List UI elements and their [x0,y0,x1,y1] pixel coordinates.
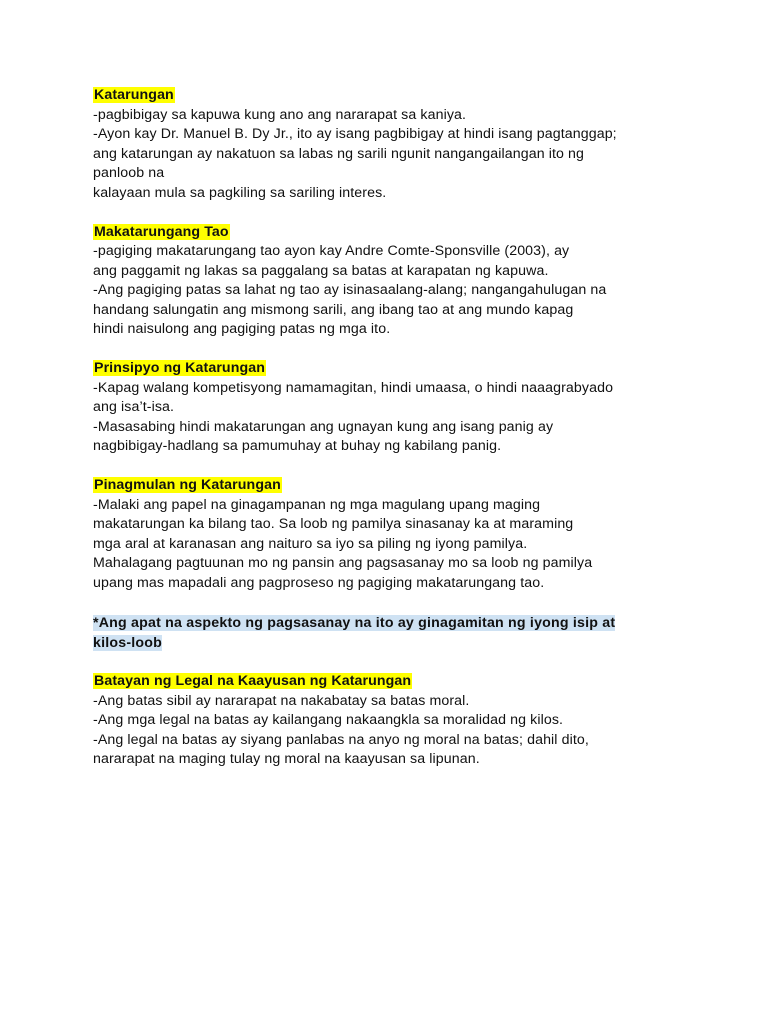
note-line: kilos-loob [93,634,162,651]
paragraph-line: -Masasabing hindi makatarungan ang ugnayan kung ang isang panig ay [93,418,554,435]
paragraph-line: ang paggamit ng lakas sa paggalang sa batas at karapatan ng kapuwa. [93,262,549,279]
paragraph-line: kalayaan mula sa pagkiling sa sariling interes. [93,184,387,201]
paragraph-line: nararapat na maging tulay ng moral na kaayusan sa lipunan. [93,751,480,767]
document-body [93,86,733,789]
paragraph-line: nagbibigay-hadlang sa pamumuhay at buhay ng kabilang panig. [93,438,502,454]
paragraph-line: -pagbibigay sa kapuwa kung ano ang nararapat sa kaniya. [93,106,467,123]
section-prinsipyo [93,359,733,457]
paragraph-line: -Kapag walang kompetisyong namamagitan, hindi umaasa, o hindi naaagrabyado [93,379,614,396]
paragraph-line: upang mas mapadali ang pagproseso ng pagiging makatarungang tao. [93,574,545,591]
paragraph-line: -Ang mga legal na batas ay kailangang nakaangkla sa moralidad ng kilos. [93,712,564,728]
paragraph-line: makatarungan ka bilang tao. Sa loob ng pamilya sinasanay ka at maraming [93,516,574,532]
paragraph-line: ang katarungan ay nakatuon sa labas ng sarili ngunit nangangailangan ito ng [93,145,585,162]
paragraph-line: -pagiging makatarungang tao ayon kay Andre Comte-Sponsville (2003), ay [93,243,570,259]
paragraph-line: -Ang pagiging patas sa lahat ng tao ay isinasaalang-alang; nangangahulugan na [93,282,607,298]
paragraph-line: -Malaki ang papel na ginagampanan ng mga magulang upang maging [93,496,541,513]
paragraph-line: handang salungatin ang mismong sarili, ang ibang tao at ang mundo kapag [93,301,574,318]
paragraph-line: -Ayon kay Dr. Manuel B. Dy Jr., ito ay isang pagbibigay at hindi isang pagtanggap; [93,126,617,142]
paragraph-line: -Ang batas sibil ay nararapat na nakabatay sa batas moral. [93,692,470,709]
section-heading: Prinsipyo ng Katarungan [94,360,265,376]
paragraph-line: Mahalagang pagtuunan mo ng pansin ang pagsasanay mo sa loob ng pamilya [93,555,593,571]
highlighted-note [93,613,733,653]
section-makatarungang-tao [93,223,733,340]
paragraph-line: hindi naisulong ang pagiging patas ng mga ito. [93,321,391,337]
section-heading: Batayan ng Legal na Kaayusan ng Katarungan [94,673,412,689]
paragraph-line: ang isa’t-isa. [93,399,175,415]
section-heading: Katarungan [94,87,174,103]
section-batayan [93,672,733,770]
section-pinagmulan [93,476,733,593]
paragraph-line: panloob na [93,165,165,181]
section-heading: Pinagmulan ng Katarungan [94,477,281,493]
paragraph-line: mga aral at karanasan ang naituro sa iyo sa piling ng iyong pamilya. [93,535,528,552]
paragraph-line: -Ang legal na batas ay siyang panlabas na anyo ng moral na batas; dahil dito, [93,731,589,748]
note-line: *Ang apat na aspekto ng pagsasanay na ito ay ginagamitan ng iyong isip at [93,614,616,631]
section-katarungan [93,86,733,203]
section-heading: Makatarungang Tao [94,223,229,240]
